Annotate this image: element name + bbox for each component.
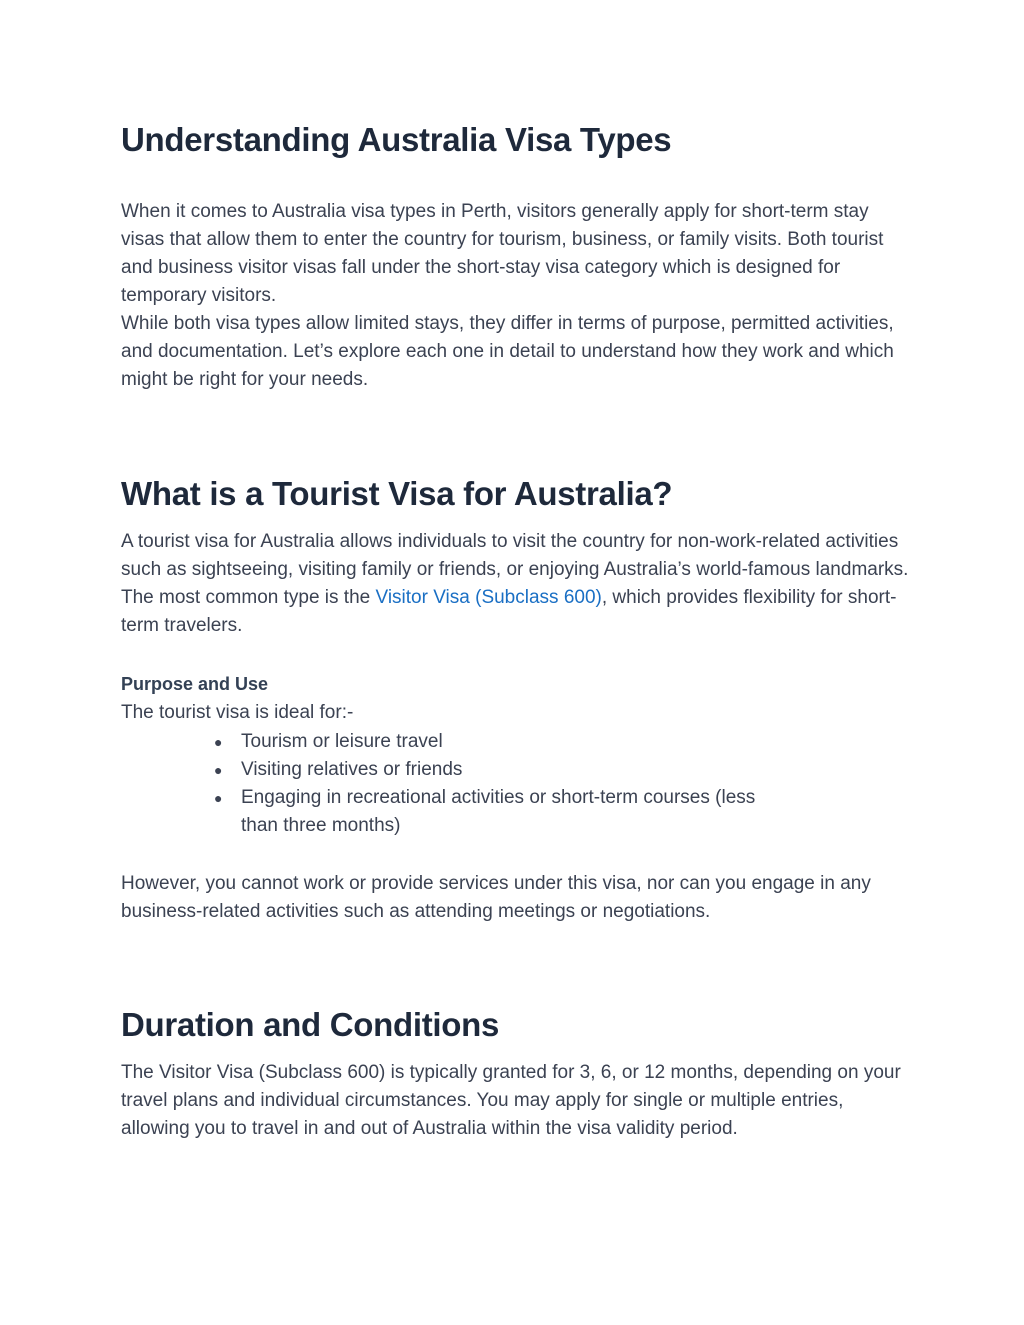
restrictions-paragraph: However, you cannot work or provide services under this visa, nor can you engage in any business-related activities such as attending meetings or negotiations. [121,873,871,922]
bullet-icon: ● [214,734,223,750]
duration-heading: Duration and Conditions [121,1006,500,1043]
purpose-list [121,728,781,840]
list-item-text: Engaging in recreational activities or short-term courses (less than three months) [241,787,756,836]
tourist-visa-paragraph [121,528,911,640]
page-title: Understanding Australia Visa Types [121,121,672,158]
purpose-text: The tourist visa is ideal for:- [121,702,354,723]
purpose-heading: Purpose and Use [121,674,269,694]
bullet-icon: ● [214,790,223,806]
list-item-text: Tourism or leisure travel [241,731,443,752]
list-item [121,784,781,840]
list-item [121,728,781,756]
intro-paragraph-1: When it comes to Australia visa types in Perth, visitors generally apply for short-term stay visas that allow them to enter the country for tourism, business, or family visits. Both tourist and business visitor visas fall under the short-stay visa category which is designed for temporary visitors. [121,201,884,306]
intro-section [121,198,911,394]
tourist-text-after: , which provides flexibility for short-term travelers. [121,587,897,636]
duration-paragraph: The Visitor Visa (Subclass 600) is typically granted for 3, 6, or 12 months, depending on your travel plans and individual circumstances. You may apply for single or multiple entries, allowing you to travel in and out of Australia within the visa validity period. [121,1062,901,1139]
intro-paragraph-2: While both visa types allow limited stays, they differ in terms of purpose, permitted activities, and documentation. Let’s explore each one in detail to understand how they work and which might be right for your needs. [121,313,894,390]
tourist-text-before: A tourist visa for Australia allows individuals to visit the country for non-work-related activities such as sightseeing, visiting family or friends, or enjoying Australia’s world-famous landmarks. The most common type is the [121,531,909,608]
list-item [121,756,781,784]
bullet-icon: ● [214,762,223,778]
visitor-visa-link[interactable]: Visitor Visa (Subclass 600) [375,587,602,608]
list-item-text: Visiting relatives or friends [241,759,463,780]
tourist-visa-heading: What is a Tourist Visa for Australia? [121,475,673,512]
